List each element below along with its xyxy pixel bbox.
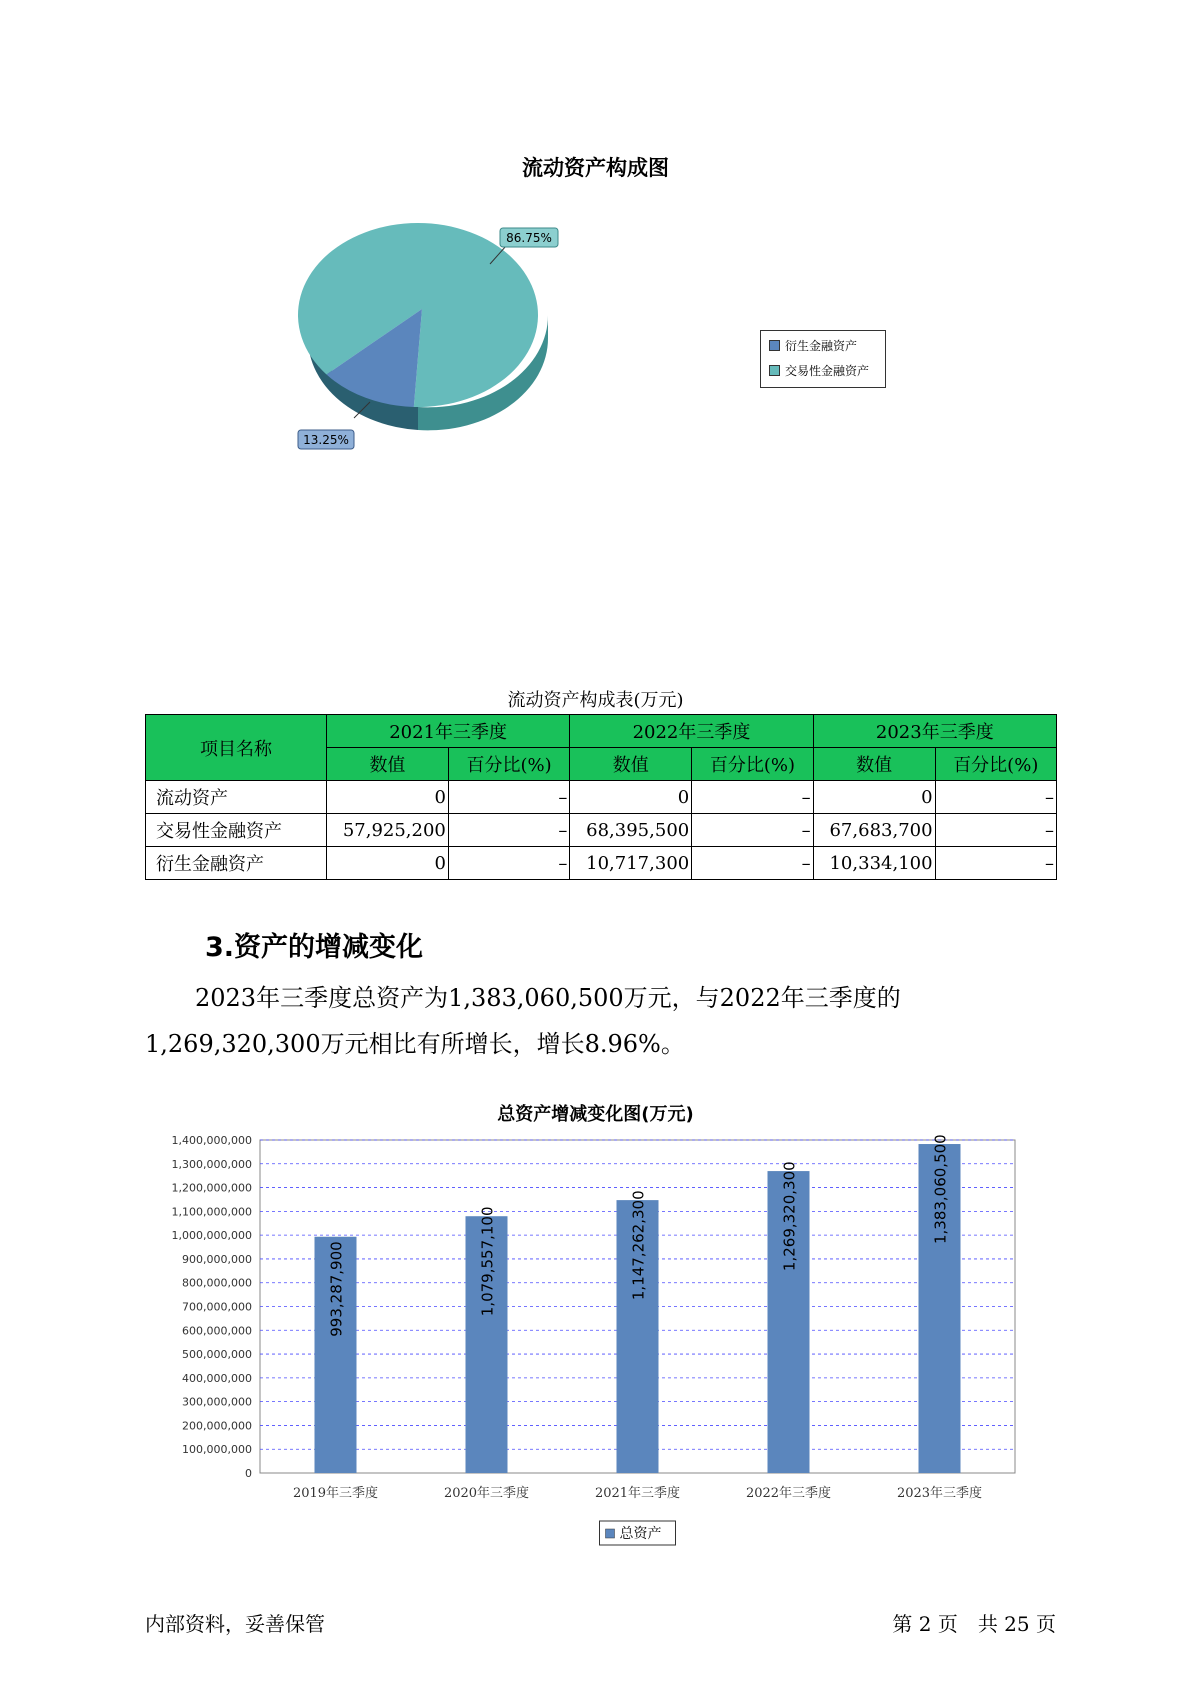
header-pct: 百分比(%): [448, 748, 569, 781]
header-value: 数值: [326, 748, 448, 781]
x-tick-label: 2021年三季度: [594, 1486, 681, 1501]
y-tick-label: 1,000,000,000: [171, 1229, 252, 1243]
y-tick-label: 900,000,000: [182, 1252, 252, 1266]
bar-value-label: 1,383,060,500: [931, 1134, 950, 1245]
bar-value-label: 993,287,900: [327, 1241, 346, 1337]
cell-pct: –: [692, 781, 813, 814]
legend-swatch-blue: [769, 340, 780, 351]
header-period-2022: 2022年三季度: [570, 715, 813, 748]
cell-value: 10,717,300: [570, 847, 692, 880]
section-title: 3.资产的增减变化: [205, 932, 424, 963]
header-pct: 百分比(%): [692, 748, 813, 781]
y-tick-label: 700,000,000: [182, 1300, 252, 1314]
legend-swatch-teal: [769, 365, 780, 376]
header-value: 数值: [570, 748, 692, 781]
bar-value-label: 1,269,320,300: [780, 1161, 799, 1272]
header-value: 数值: [813, 748, 935, 781]
y-tick-label: 800,000,000: [182, 1276, 252, 1290]
table-row: [146, 814, 1057, 847]
table-row: [146, 781, 1057, 814]
x-tick-label: 2019年三季度: [292, 1486, 379, 1501]
y-tick-label: 300,000,000: [182, 1395, 252, 1409]
cell-value: 0: [326, 847, 448, 880]
legend-label-trading: 交易性金融资产: [785, 363, 870, 378]
x-tick-label: 2023年三季度: [896, 1486, 983, 1501]
current-assets-table: [145, 714, 1057, 880]
row-name: 衍生金融资产: [146, 847, 327, 880]
y-tick-label: 600,000,000: [182, 1324, 252, 1338]
bar-legend-label: 总资产: [619, 1526, 662, 1542]
pie-chart: [290, 220, 620, 460]
table-caption: 流动资产构成表(万元): [507, 690, 684, 711]
paragraph-line-2: 1,269,320,300万元相比有所增长，增长8.96%。: [145, 1030, 685, 1058]
cell-pct: –: [448, 781, 569, 814]
cell-pct: –: [448, 814, 569, 847]
pie-chart-title: 流动资产构成图: [522, 156, 669, 180]
y-tick-label: 100,000,000: [182, 1443, 252, 1457]
bar-value-label: 1,147,262,300: [629, 1190, 648, 1301]
y-tick-label: 400,000,000: [182, 1371, 252, 1385]
y-tick-label: 1,100,000,000: [171, 1205, 252, 1219]
row-name: 流动资产: [146, 781, 327, 814]
table-row: [146, 847, 1057, 880]
y-tick-label: 1,300,000,000: [171, 1157, 252, 1171]
y-tick-label: 500,000,000: [182, 1348, 252, 1362]
legend-item-derivative: [761, 334, 885, 356]
pie-label-derivative: 13.25%: [303, 433, 349, 447]
x-tick-label: 2020年三季度: [443, 1486, 530, 1501]
cell-pct: –: [448, 847, 569, 880]
cell-value: 57,925,200: [326, 814, 448, 847]
header-period-2023: 2023年三季度: [813, 715, 1056, 748]
cell-pct: –: [935, 781, 1056, 814]
cell-value: 0: [326, 781, 448, 814]
bar-chart: [145, 1130, 1057, 1550]
legend-label-derivative: 衍生金融资产: [785, 338, 858, 353]
cell-pct: –: [692, 847, 813, 880]
cell-value: 0: [570, 781, 692, 814]
header-item-name: 项目名称: [146, 715, 327, 781]
x-tick-label: 2022年三季度: [745, 1486, 832, 1501]
footer-left: 内部资料，妥善保管: [145, 1612, 325, 1636]
cell-pct: –: [935, 847, 1056, 880]
y-tick-label: 0: [245, 1467, 252, 1480]
header-pct: 百分比(%): [935, 748, 1056, 781]
bar-legend-swatch: [606, 1529, 615, 1538]
cell-value: 0: [813, 781, 935, 814]
legend-item-trading: [761, 359, 885, 381]
row-name: 交易性金融资产: [146, 814, 327, 847]
pie-label-trading: 86.75%: [506, 231, 552, 245]
cell-value: 68,395,500: [570, 814, 692, 847]
paragraph-line-1: 2023年三季度总资产为1,383,060,500万元，与2022年三季度的: [195, 984, 901, 1012]
pie-legend: [760, 330, 886, 388]
bar-chart-title: 总资产增减变化图(万元): [497, 1104, 694, 1125]
y-tick-label: 1,200,000,000: [171, 1181, 252, 1195]
cell-pct: –: [692, 814, 813, 847]
y-tick-label: 200,000,000: [182, 1419, 252, 1433]
cell-value: 10,334,100: [813, 847, 935, 880]
header-period-2021: 2021年三季度: [326, 715, 569, 748]
cell-pct: –: [935, 814, 1056, 847]
y-tick-label: 1,400,000,000: [171, 1134, 252, 1147]
footer-page-number: 第 2 页 共 25 页: [892, 1612, 1056, 1636]
bar-value-label: 1,079,557,100: [478, 1206, 497, 1317]
cell-value: 67,683,700: [813, 814, 935, 847]
